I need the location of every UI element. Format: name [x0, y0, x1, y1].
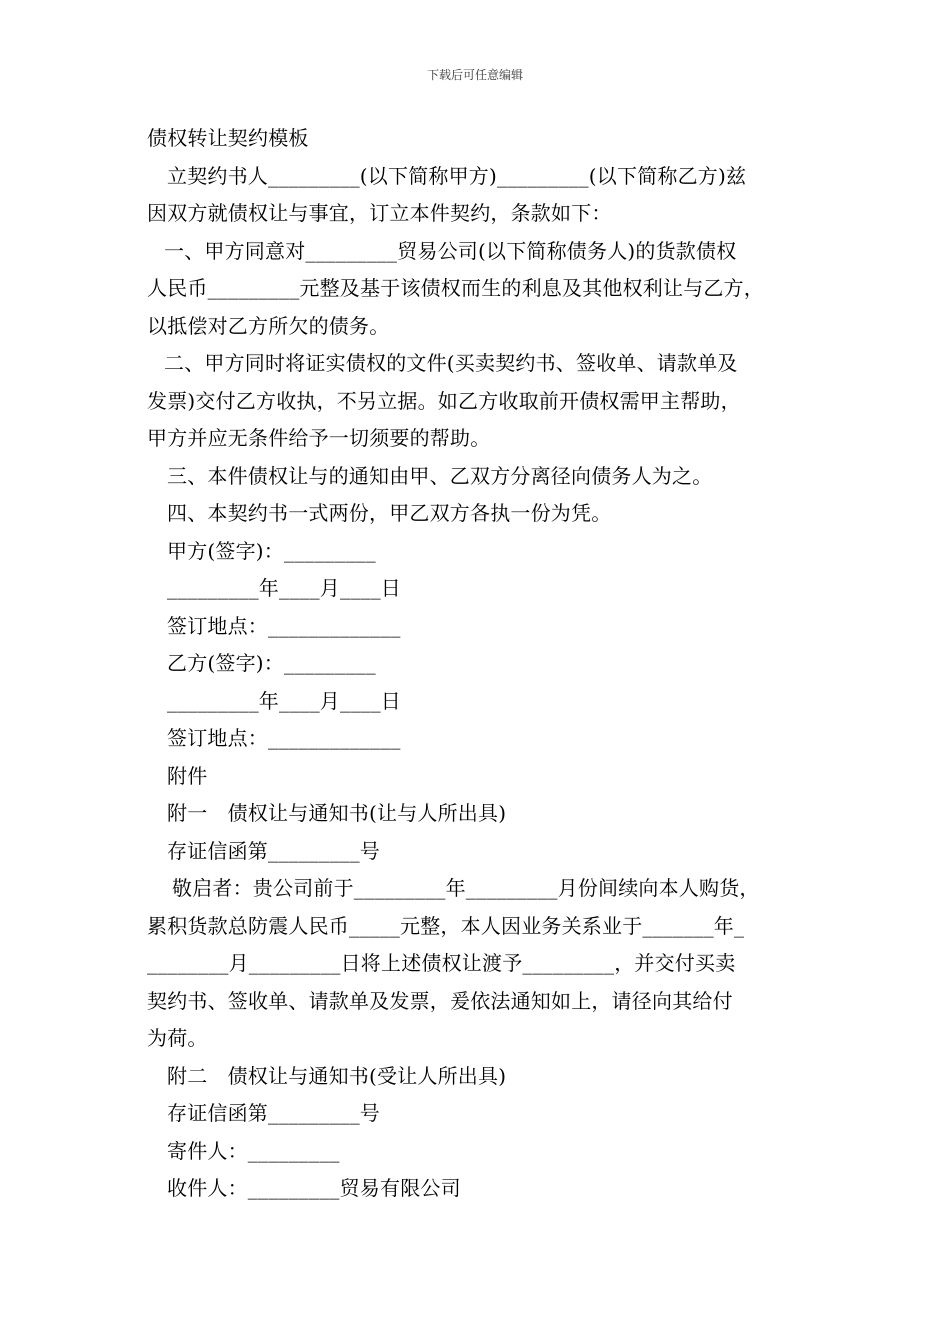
attachment-heading: 附件	[167, 763, 208, 788]
attachment-1-body-line: 敬启者：贵公司前于_________年_________月份间续向本人购货，	[172, 876, 760, 900]
recipient-line: 收件人：_________贸易有限公司	[167, 1176, 461, 1200]
attachment-1-body-line: 为荷。	[147, 1026, 208, 1050]
attachment-1-body-line: 累积货款总防震人民币_____元整，本人因业务关系业于_______年_	[147, 913, 745, 938]
attachment-1-body-line: 契约书、签收单、请款单及发票，爰依法通知如上，请径向其给付	[147, 988, 733, 1013]
attachment-2-letter-number: 存证信函第_________号	[167, 1101, 380, 1125]
paragraph-line: 立契约书人_________(以下简称甲方)_________(以下简称乙方)兹	[167, 163, 747, 188]
clause-1-line: 人民币_________元整及基于该债权而生的利息及其他权利让与乙方，	[147, 276, 764, 300]
header-note: 下载后可任意编辑	[426, 68, 523, 82]
clause-2-line: 二、甲方同时将证实债权的文件(买卖契约书、签收单、请款单及	[164, 351, 738, 375]
clause-4-line: 四、本契约书一式两份，甲乙双方各执一份为凭。	[167, 501, 612, 525]
document-title: 债权转让契约模板	[147, 126, 309, 150]
clause-3-line: 三、本件债权让与的通知由甲、乙双方分离径向债务人为之。	[167, 463, 713, 488]
clause-1-line: 以抵偿对乙方所欠的债务。	[147, 313, 390, 338]
clause-2-line: 甲方并应无条件给予一切须要的帮助。	[147, 426, 491, 450]
party-b-date: _________年____月____日	[167, 688, 401, 713]
party-b-signature: 乙方(签字)：_________	[167, 651, 376, 675]
sender-line: 寄件人：_________	[167, 1138, 340, 1163]
attachment-1-body-line: ________月_________日将上述债权让渡予_________，并交付买卖	[147, 951, 736, 975]
attachment-1-title: 附一 债权让与通知书(让与人所出具)	[167, 801, 507, 825]
party-a-location: 签订地点：_____________	[167, 613, 401, 638]
clause-2-line: 发票)交付乙方收执，不另立据。如乙方收取前开债权需甲主帮助，	[147, 388, 741, 413]
clause-1-line: 一、甲方同意对_________贸易公司(以下简称债务人)的货款债权	[164, 238, 737, 263]
attachment-2-title: 附二 债权让与通知书(受让人所出具)	[167, 1063, 507, 1088]
party-a-date: _________年____月____日	[167, 576, 401, 600]
paragraph-line: 因双方就债权让与事宜，订立本件契约，条款如下：	[147, 201, 612, 225]
party-b-location: 签订地点：_____________	[167, 726, 401, 750]
attachment-1-letter-number: 存证信函第_________号	[167, 838, 380, 863]
document-body	[147, 120, 817, 1208]
party-a-signature: 甲方(签字)：_________	[167, 538, 376, 563]
